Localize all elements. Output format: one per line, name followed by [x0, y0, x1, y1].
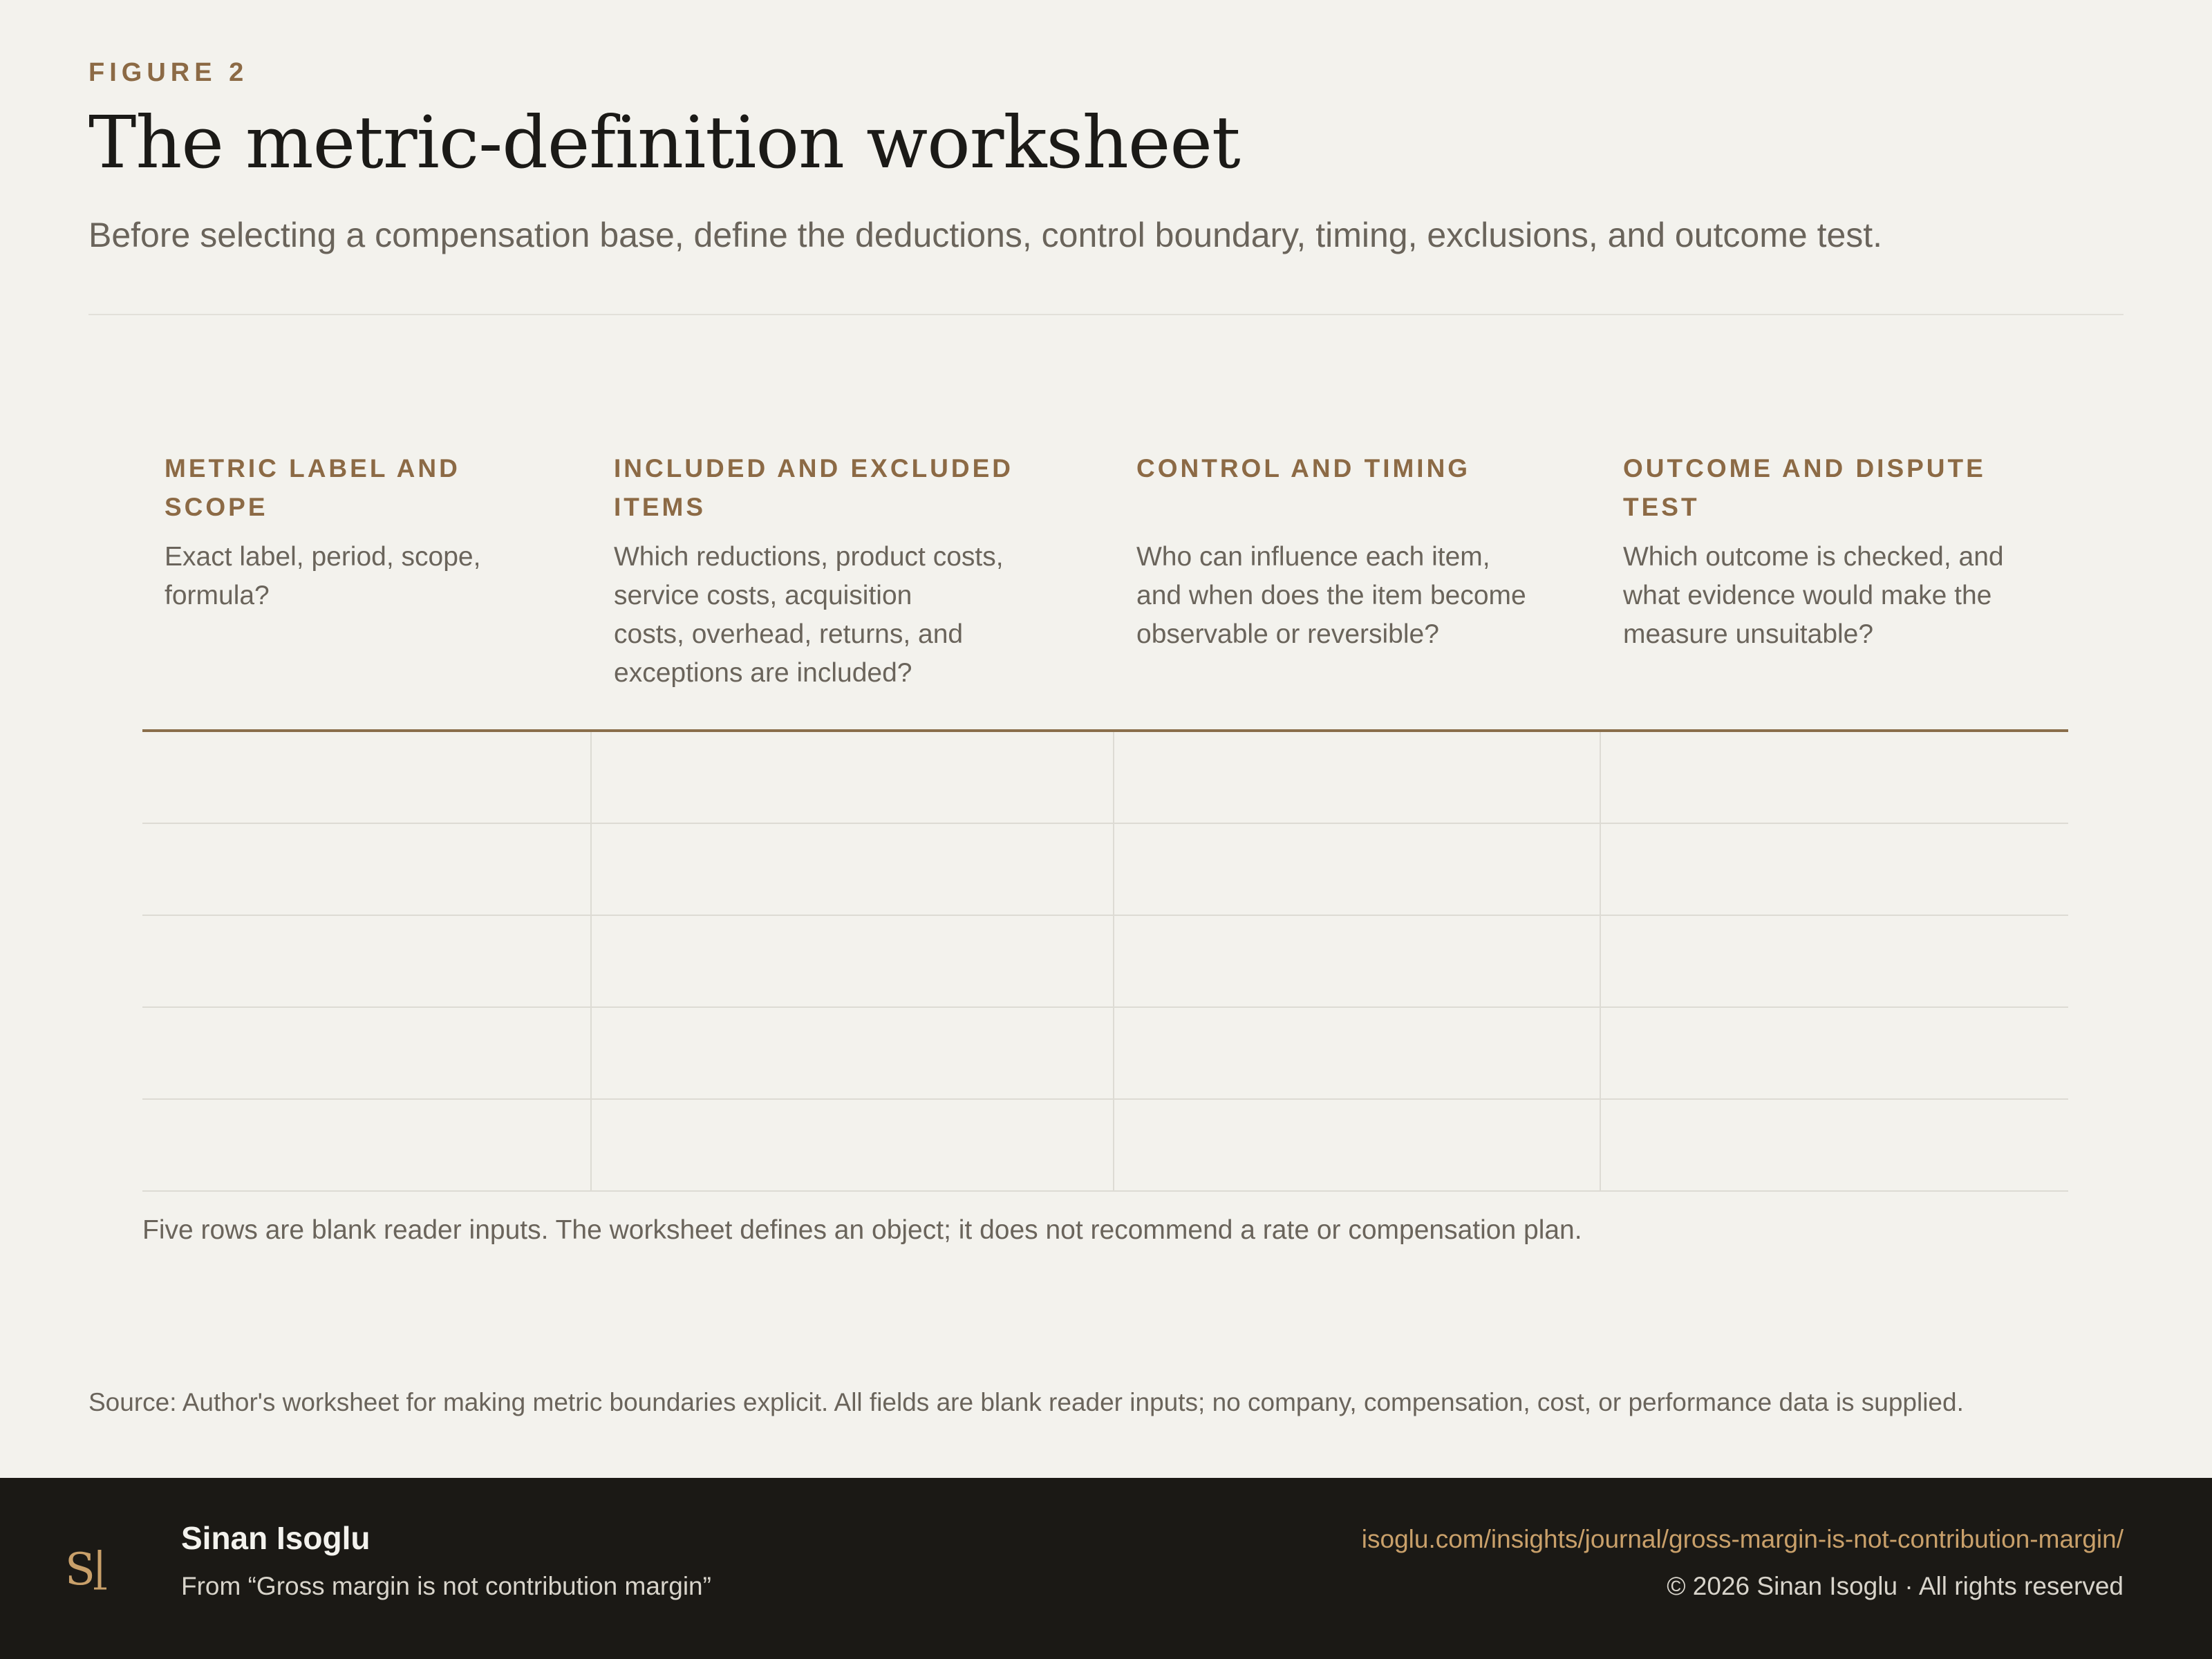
blank-input-row	[142, 916, 2068, 1008]
blank-input-cell[interactable]	[592, 1100, 1114, 1190]
blank-input-row	[142, 1008, 2068, 1100]
blank-input-cell[interactable]	[592, 824, 1114, 915]
column-question: Which reductions, product costs, service costs, acquisition costs, overhead, returns, and exceptions are included?	[614, 542, 1004, 688]
figure-header	[88, 58, 2124, 255]
column-outcome-dispute	[1601, 449, 2068, 729]
worksheet	[142, 449, 2068, 1246]
blank-input-cell[interactable]	[1601, 1008, 2068, 1098]
footer	[0, 1478, 2212, 1659]
blank-input-cell[interactable]	[1114, 1100, 1601, 1190]
column-metric-label	[142, 449, 592, 729]
blank-input-cell[interactable]	[1601, 824, 2068, 915]
article-source: From “Gross margin is not contribution margin”	[181, 1572, 711, 1600]
blank-input-cell[interactable]	[1114, 1008, 1601, 1098]
column-question: Which outcome is checked, and what evidence would make the measure unsuitable?	[1623, 542, 2004, 649]
header-divider	[88, 314, 2124, 315]
source-note: Source: Author's worksheet for making metric boundaries explicit. All fields are blank reader inputs; no company, compensation, cost, or performance data is supplied.	[88, 1388, 1964, 1416]
blank-input-cell[interactable]	[1601, 732, 2068, 823]
page-title: The metric-definition worksheet	[88, 100, 1240, 185]
blank-input-cell[interactable]	[142, 824, 592, 915]
si-monogram-logo-icon	[64, 1541, 119, 1597]
column-control-timing	[1114, 449, 1601, 729]
svg-text:S: S	[65, 1544, 95, 1595]
author-name: Sinan Isoglu	[181, 1520, 371, 1556]
blank-input-row	[142, 824, 2068, 916]
worksheet-grid	[142, 729, 2068, 1192]
copyright: © 2026 Sinan Isoglu · All rights reserved	[1667, 1572, 2124, 1600]
article-link[interactable]: isoglu.com/insights/journal/gross-margin-is-not-contribution-margin/	[1361, 1525, 2124, 1553]
blank-input-row	[142, 732, 2068, 824]
worksheet-note: Five rows are blank reader inputs. The worksheet defines an object; it does not recommend a rate or compensation plan.	[142, 1215, 1582, 1245]
page-subtitle: Before selecting a compensation base, define the deductions, control boundary, timing, exclusions, and outcome test.	[88, 215, 1883, 254]
column-included-excluded	[592, 449, 1114, 729]
blank-input-row	[142, 1100, 2068, 1192]
figure-label: FIGURE 2	[88, 58, 249, 87]
blank-input-cell[interactable]	[1601, 1100, 2068, 1190]
blank-input-cell[interactable]	[1601, 916, 2068, 1006]
column-heading: OUTCOME AND DISPUTE TEST	[1623, 454, 1986, 521]
blank-input-cell[interactable]	[142, 732, 592, 823]
column-heading: METRIC LABEL AND SCOPE	[165, 454, 460, 521]
column-question: Exact label, period, scope, formula?	[165, 542, 481, 610]
blank-input-cell[interactable]	[142, 916, 592, 1006]
blank-input-cell[interactable]	[142, 1008, 592, 1098]
blank-input-cell[interactable]	[1114, 824, 1601, 915]
blank-input-cell[interactable]	[592, 1008, 1114, 1098]
blank-input-cell[interactable]	[1114, 732, 1601, 823]
blank-input-cell[interactable]	[592, 732, 1114, 823]
worksheet-column-headers	[142, 449, 2068, 729]
blank-input-cell[interactable]	[1114, 916, 1601, 1006]
column-heading: INCLUDED AND EXCLUDED ITEMS	[614, 454, 1014, 521]
column-heading: CONTROL AND TIMING	[1136, 454, 1471, 482]
blank-input-cell[interactable]	[592, 916, 1114, 1006]
column-question: Who can influence each item, and when does the item become observable or reversible?	[1136, 542, 1526, 649]
blank-input-cell[interactable]	[142, 1100, 592, 1190]
